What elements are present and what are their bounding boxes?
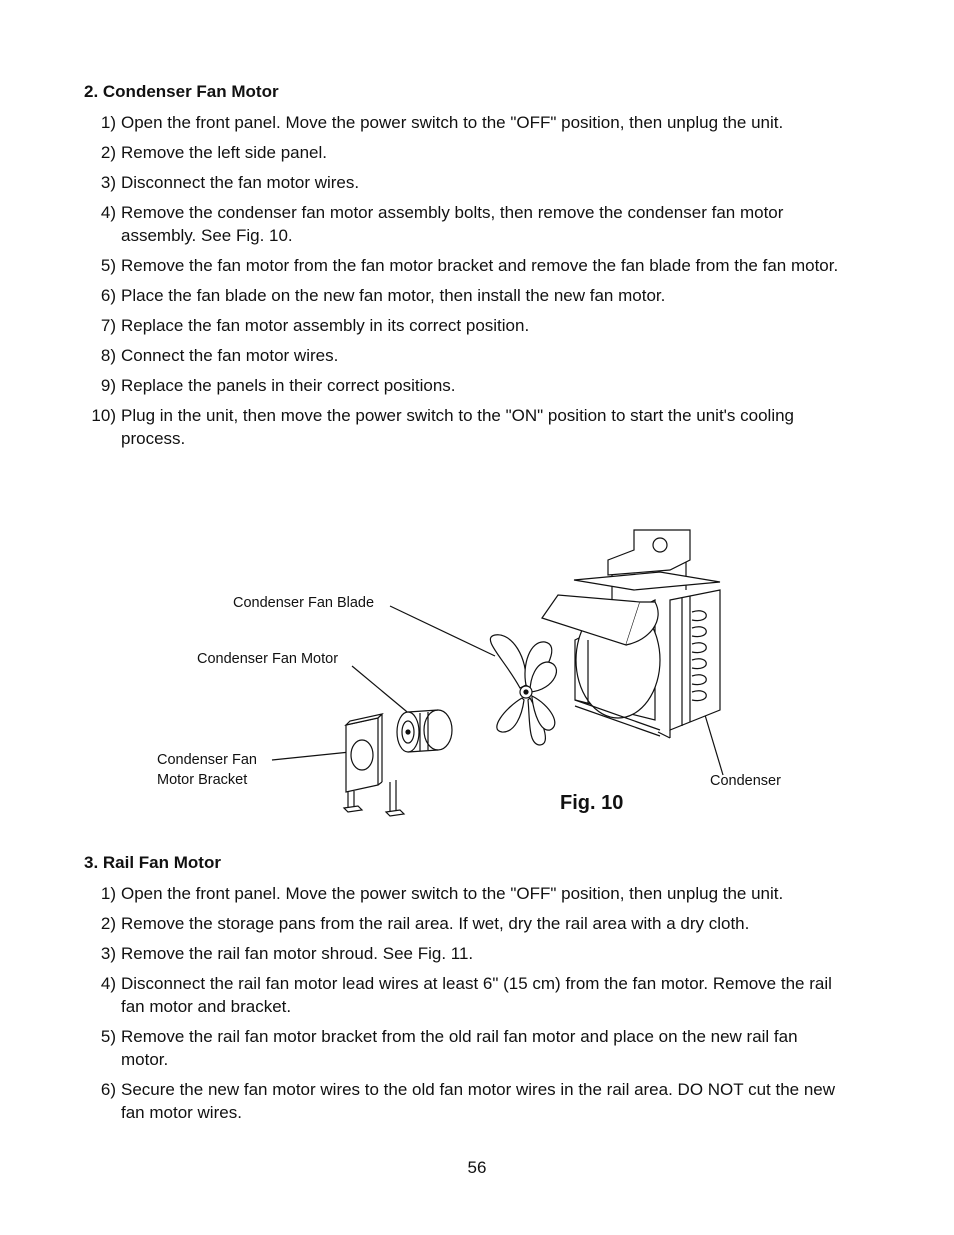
list-item [84,284,844,307]
list-item [84,171,844,194]
condenser-drawing [542,530,720,738]
step-text: Remove the condenser fan motor assembly bolts, then remove the condenser fan motor assembly. See Fig. 10. [121,203,784,245]
section-2-steps [84,111,844,457]
step-text: Remove the storage pans from the rail area. If wet, dry the rail area with a dry cloth. [121,914,750,933]
step-text: Plug in the unit, then move the power switch to the "ON" position to start the unit's cooling process. [121,406,795,448]
step-number: 10) [91,406,116,425]
step-text: Place the fan blade on the new fan motor, then install the new fan motor. [121,286,666,305]
list-item [84,344,844,367]
step-text: Secure the new fan motor wires to the old fan motor wires in the rail area. DO NOT cut the new fan motor wires. [121,1080,836,1122]
fan-motor-drawing [397,710,452,752]
step-number: 1) [100,113,116,132]
step-number: 6) [100,286,116,305]
step-text: Connect the fan motor wires. [121,346,339,365]
section-2-heading: 2. Condenser Fan Motor [84,82,279,101]
page-number: 56 [467,1158,487,1177]
list-item [84,404,844,450]
step-text: Remove the rail fan motor shroud. See Fig. 11. [121,944,474,963]
blade-leader-line [390,606,495,656]
section-3-heading: 3. Rail Fan Motor [84,853,221,872]
label-bracket-line-1: Condenser Fan [157,752,257,768]
step-number: 2) [100,143,116,162]
step-number: 5) [100,1027,116,1046]
step-text: Disconnect the rail fan motor lead wires at least 6" (15 cm) from the fan motor. Remove the rail fan motor and bracket. [121,974,832,1016]
list-item [84,882,844,905]
step-text: Remove the fan motor from the fan motor bracket and remove the fan blade from the fan motor. [121,256,839,275]
step-number: 4) [100,974,116,993]
fan-blade-drawing [490,635,556,745]
step-number: 6) [100,1080,116,1099]
motor-leader-line [352,666,412,716]
list-item [84,972,844,1018]
motor-bracket-drawing [344,714,404,816]
step-number: 3) [100,173,116,192]
step-text: Replace the panels in their correct positions. [121,376,456,395]
step-number: 5) [100,256,116,275]
label-condenser: Condenser [710,773,781,789]
step-number: 1) [100,884,116,903]
list-item [84,1078,844,1124]
figure-caption: Fig. 10 [560,792,624,814]
label-condenser-fan-blade: Condenser Fan Blade [233,595,375,611]
list-item [84,374,844,397]
step-number: 2) [100,914,116,933]
condenser-assembly-diagram [150,520,800,840]
step-text: Open the front panel. Move the power switch to the "OFF" position, then unplug the unit. [121,113,784,132]
step-number: 4) [100,203,116,222]
list-item [84,141,844,164]
step-text: Open the front panel. Move the power switch to the "OFF" position, then unplug the unit. [121,884,784,903]
list-item [84,942,844,965]
list-item [84,111,844,134]
list-item [84,254,844,277]
step-text: Replace the fan motor assembly in its correct position. [121,316,530,335]
step-text: Disconnect the fan motor wires. [121,173,360,192]
bracket-leader-line [272,752,350,760]
step-text: Remove the left side panel. [121,143,328,162]
step-text: Remove the rail fan motor bracket from the old rail fan motor and place on the new rail fan motor. [121,1027,798,1069]
step-number: 9) [100,376,116,395]
step-number: 3) [100,944,116,963]
step-number: 8) [100,346,116,365]
list-item [84,912,844,935]
list-item [84,201,844,247]
section-3-steps [84,882,844,1131]
label-bracket-line-2: Motor Bracket [157,772,248,788]
figure-10 [150,520,800,840]
label-condenser-fan-motor: Condenser Fan Motor [197,651,339,667]
list-item [84,1025,844,1071]
step-number: 7) [100,316,116,335]
list-item [84,314,844,337]
